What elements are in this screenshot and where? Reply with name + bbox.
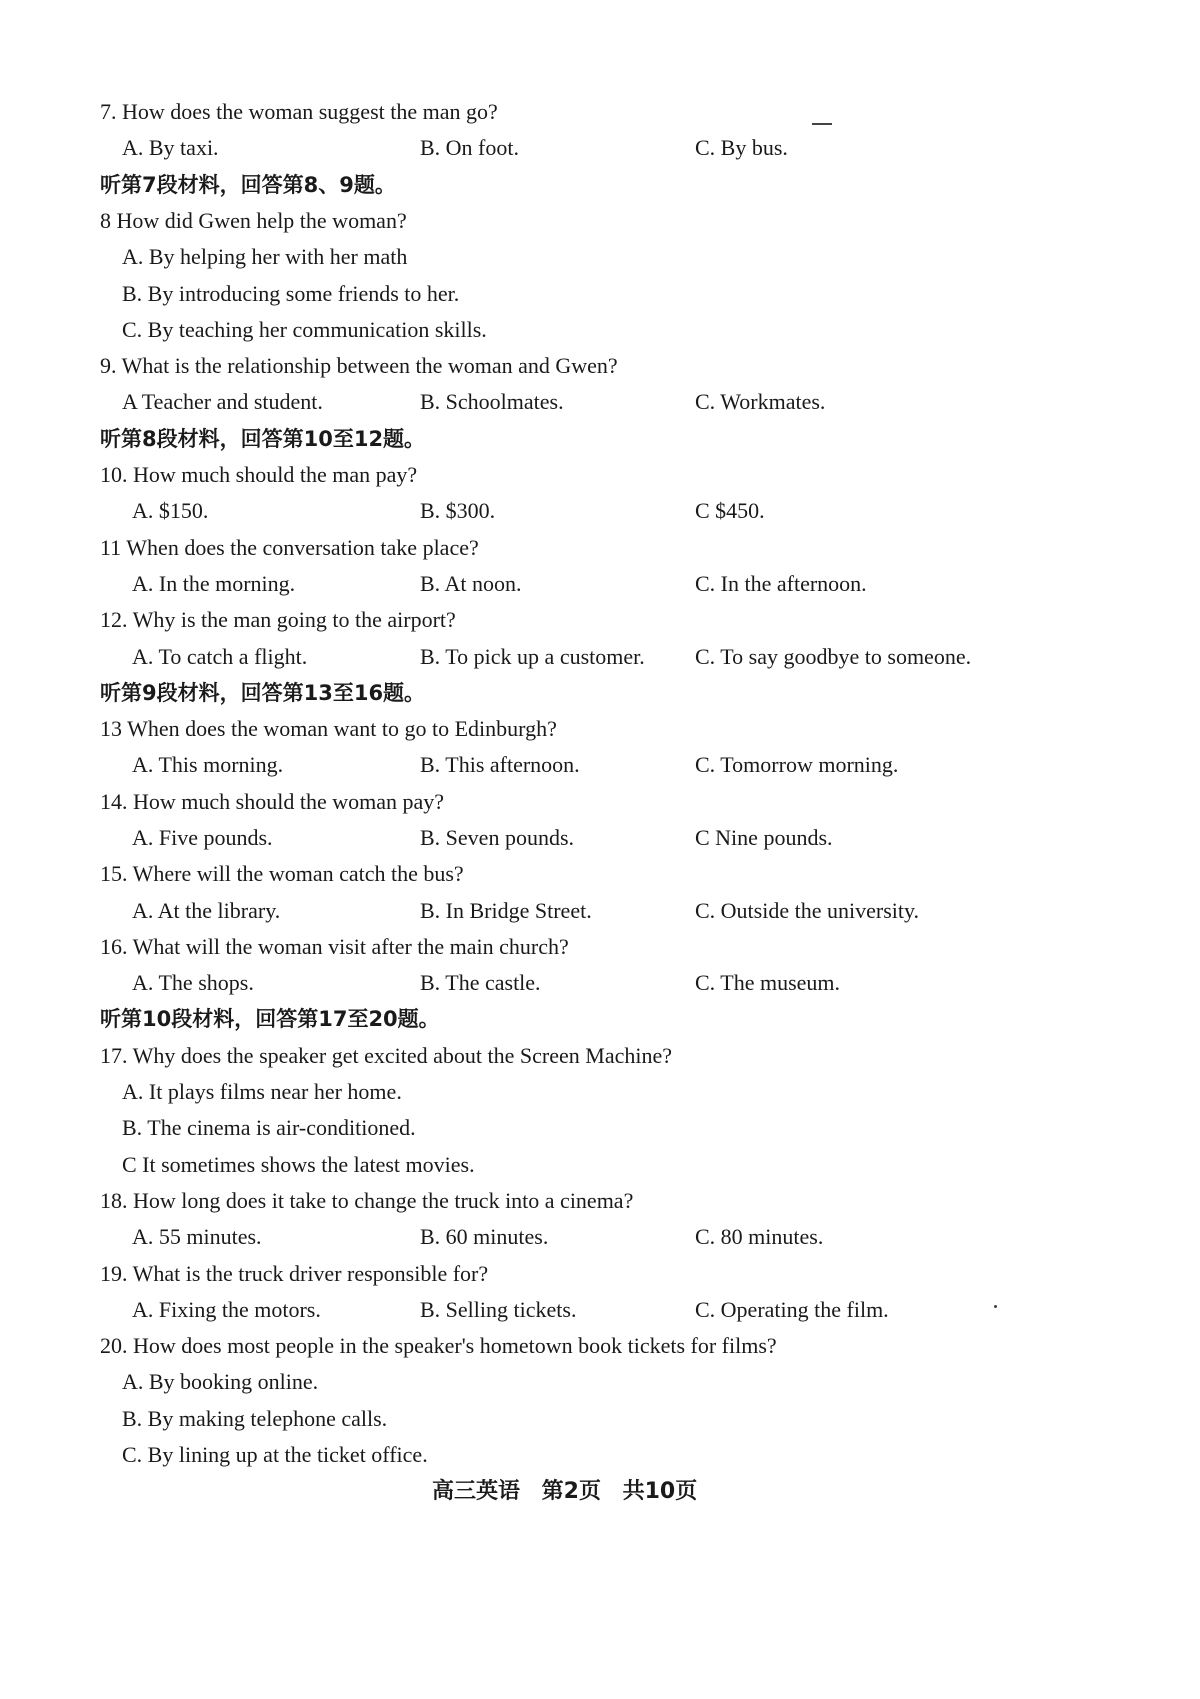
answer-option: A Teacher and student. (122, 389, 323, 414)
answer-option: C It sometimes shows the latest movies. (122, 1152, 475, 1177)
answer-option: A. At the library. (132, 898, 281, 923)
question-stem: 17. Why does the speaker get excited about the Screen Machine? (100, 1043, 672, 1068)
question-stem: 18. How long does it take to change the truck into a cinema? (100, 1188, 634, 1213)
question-stem: 10. How much should the man pay? (100, 462, 418, 487)
page-footer: 高三英语 第2页 共10页 (432, 1479, 698, 1504)
section-heading: 听第9段材料，回答第13至16题。 (100, 681, 426, 705)
scan-mark (994, 1305, 997, 1308)
answer-option: B. $300. (420, 498, 496, 523)
answer-option: A. To catch a flight. (132, 644, 308, 669)
answer-option: C Nine pounds. (695, 825, 833, 850)
question-stem: 8 How did Gwen help the woman? (100, 208, 407, 233)
question-stem: 14. How much should the woman pay? (100, 789, 444, 814)
answer-option: C. By teaching her communication skills. (122, 317, 487, 342)
answer-option: B. By introducing some friends to her. (122, 281, 460, 306)
answer-option: A. Five pounds. (132, 825, 273, 850)
answer-option: A. By taxi. (122, 135, 219, 160)
answer-option: C. In the afternoon. (695, 571, 867, 596)
answer-option: B. Selling tickets. (420, 1297, 577, 1322)
question-stem: 7. How does the woman suggest the man go? (100, 99, 498, 124)
answer-option: B. Seven pounds. (420, 825, 574, 850)
question-stem: 13 When does the woman want to go to Edinburgh? (100, 716, 557, 741)
answer-option: A. Fixing the motors. (132, 1297, 321, 1322)
answer-option: B. Schoolmates. (420, 389, 564, 414)
question-stem: 15. Where will the woman catch the bus? (100, 861, 464, 886)
answer-option: A. $150. (132, 498, 209, 523)
answer-option: C. By bus. (695, 135, 788, 160)
answer-option: C. Workmates. (695, 389, 826, 414)
question-stem: 9. What is the relationship between the woman and Gwen? (100, 353, 618, 378)
answer-option: A. By booking online. (122, 1369, 319, 1394)
answer-option: C. Tomorrow morning. (695, 752, 899, 777)
answer-option: C. Operating the film. (695, 1297, 889, 1322)
question-stem: 12. Why is the man going to the airport? (100, 607, 456, 632)
answer-option: A. By helping her with her math (122, 244, 408, 269)
answer-option: A. It plays films near her home. (122, 1079, 402, 1104)
section-heading: 听第8段材料，回答第10至12题。 (100, 427, 426, 451)
answer-option: C. The museum. (695, 970, 841, 995)
scan-mark (812, 123, 832, 125)
answer-option: C. Outside the university. (695, 898, 920, 923)
question-stem: 20. How does most people in the speaker's hometown book tickets for films? (100, 1333, 777, 1358)
answer-option: B. On foot. (420, 135, 519, 160)
answer-option: B. This afternoon. (420, 752, 580, 777)
answer-option: A. In the morning. (132, 571, 296, 596)
question-stem: 11 When does the conversation take place? (100, 535, 479, 560)
section-heading: 听第10段材料，回答第17至20题。 (100, 1007, 440, 1031)
answer-option: B. At noon. (420, 571, 522, 596)
answer-option: B. 60 minutes. (420, 1224, 549, 1249)
answer-option: C $450. (695, 498, 765, 523)
answer-option: B. In Bridge Street. (420, 898, 592, 923)
answer-option: A. 55 minutes. (132, 1224, 262, 1249)
answer-option: A. This morning. (132, 752, 284, 777)
answer-option: B. The cinema is air-conditioned. (122, 1115, 416, 1140)
answer-option: A. The shops. (132, 970, 254, 995)
answer-option: C. To say goodbye to someone. (695, 644, 972, 669)
answer-option: B. To pick up a customer. (420, 644, 645, 669)
answer-option: C. By lining up at the ticket office. (122, 1442, 428, 1467)
answer-option: C. 80 minutes. (695, 1224, 824, 1249)
question-stem: 16. What will the woman visit after the main church? (100, 934, 569, 959)
answer-option: B. By making telephone calls. (122, 1406, 388, 1431)
question-stem: 19. What is the truck driver responsible for? (100, 1261, 489, 1286)
section-heading: 听第7段材料，回答第8、9题。 (100, 173, 396, 197)
answer-option: B. The castle. (420, 970, 541, 995)
